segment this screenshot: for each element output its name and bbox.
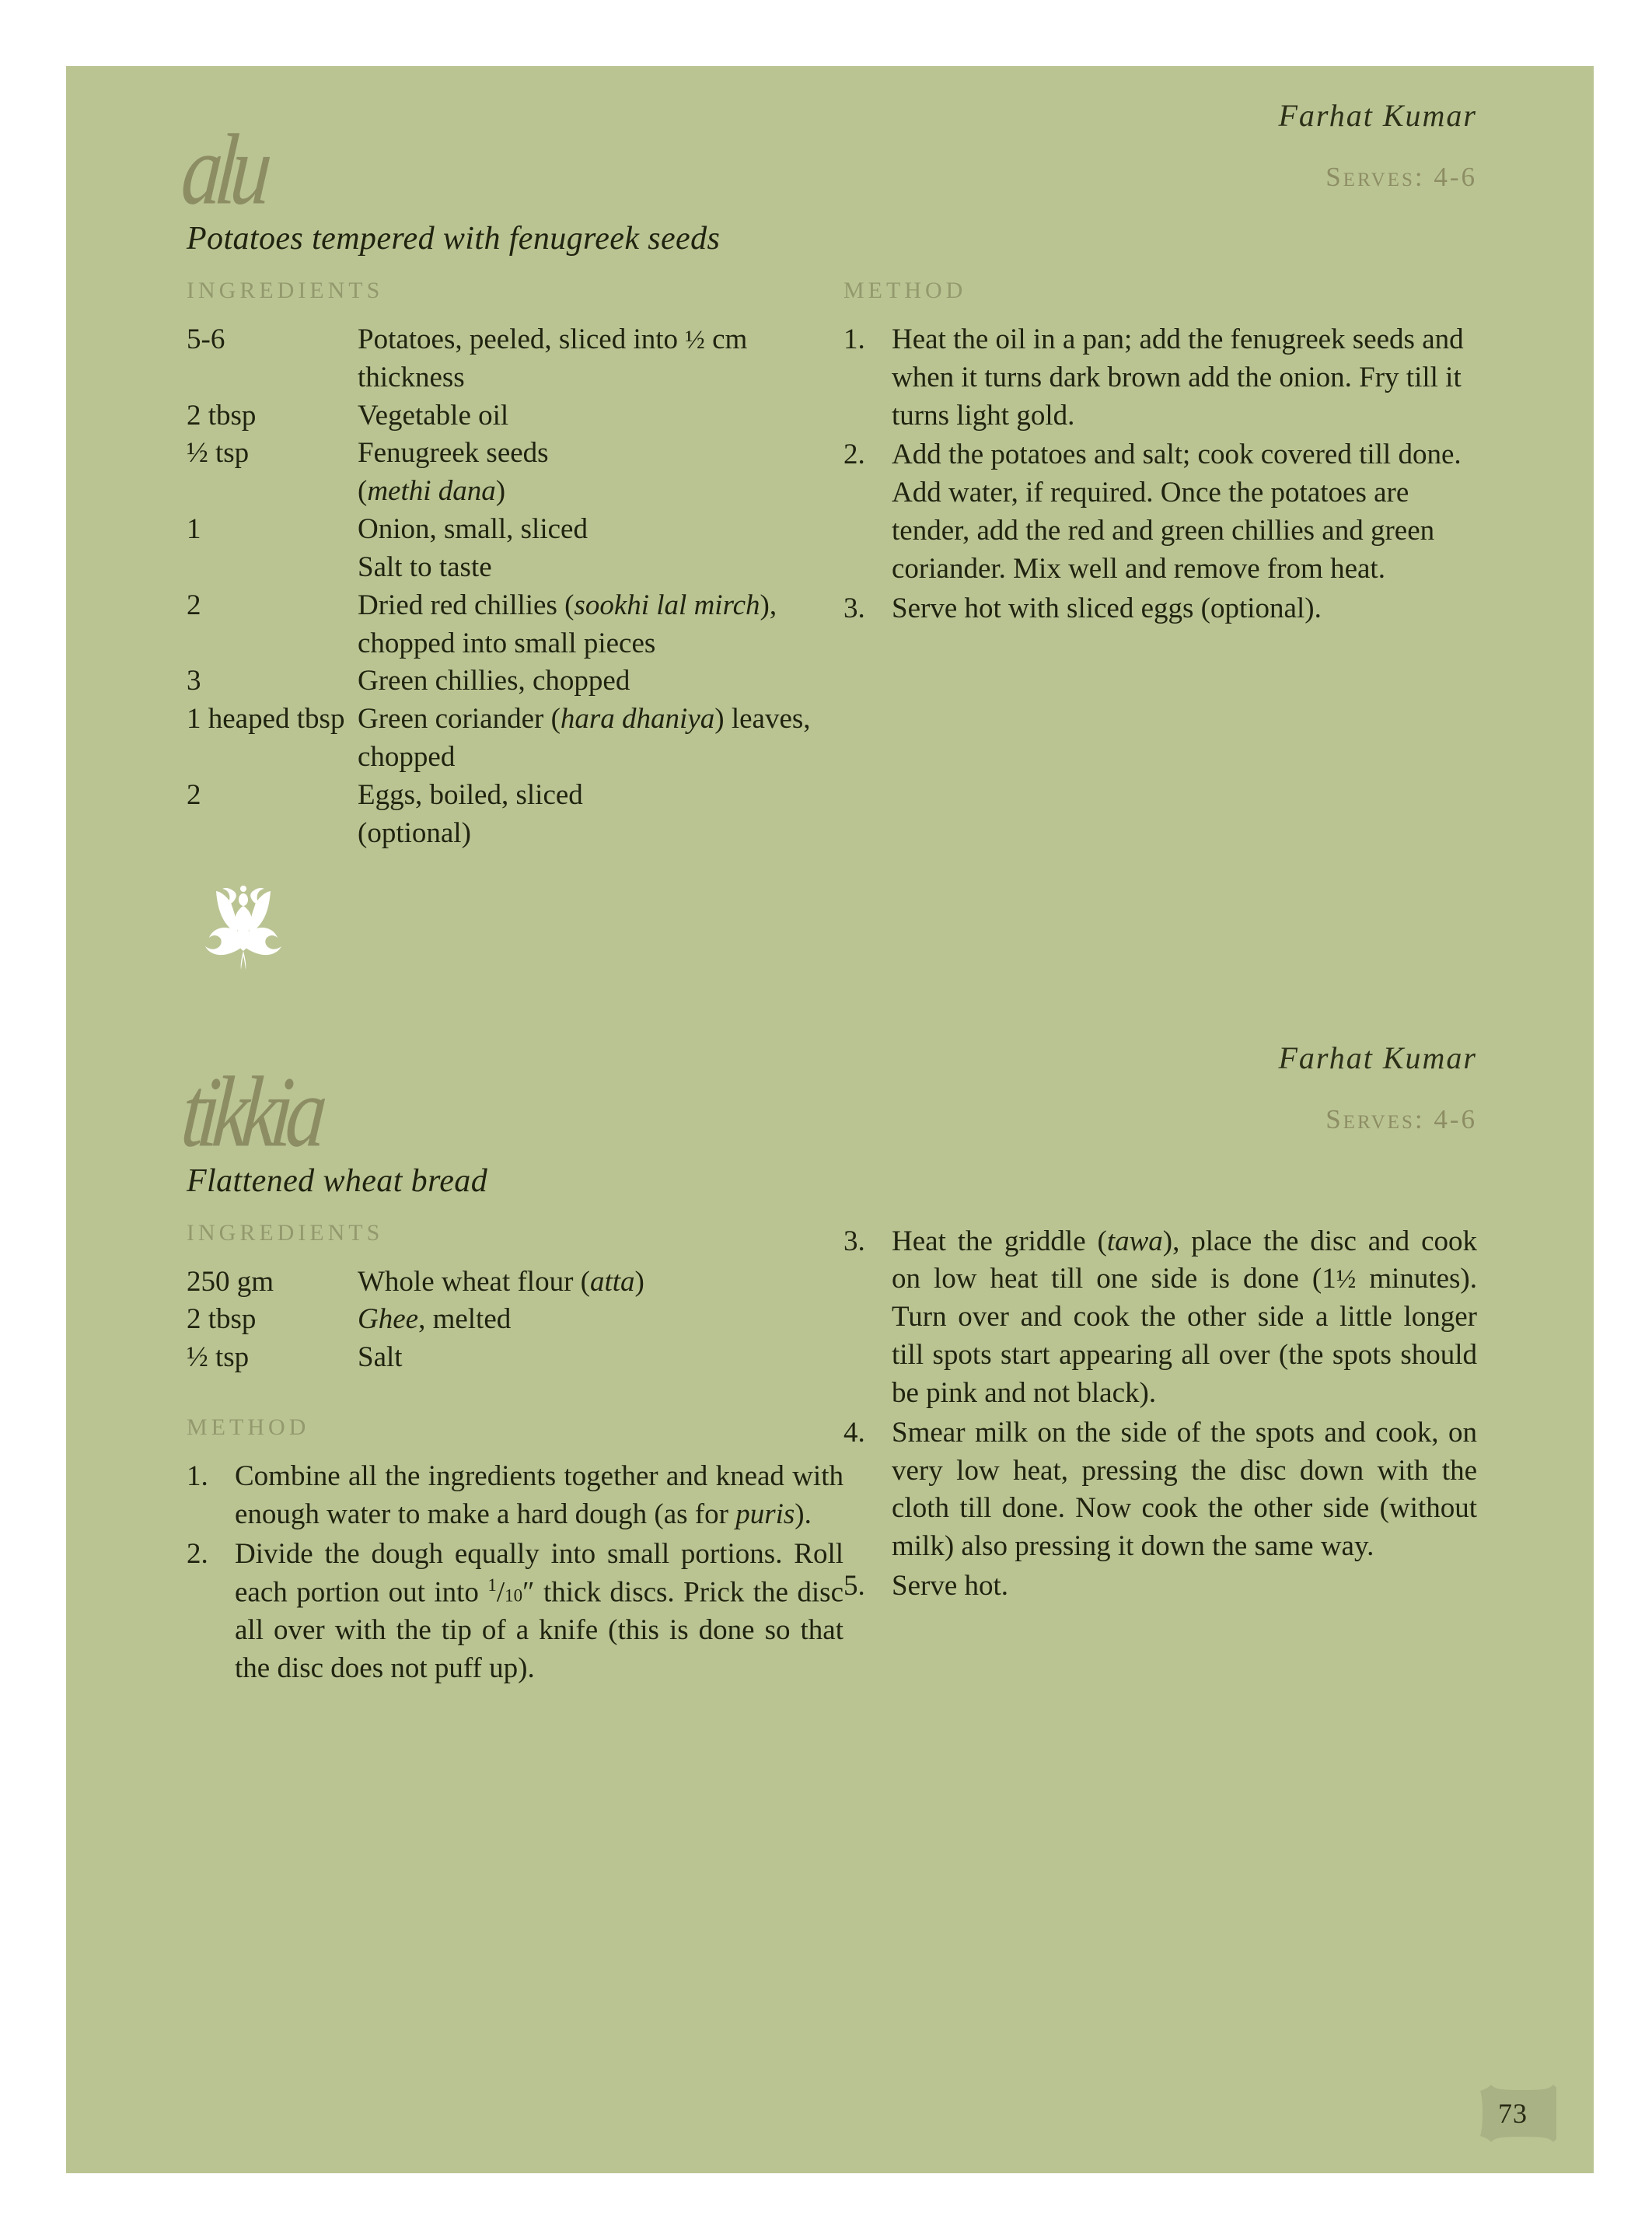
method-step-text: Smear milk on the side of the spots and cook, on very low heat, pressing the disc down with the cloth till done. Now cook the other side (without milk) also pressing it down the same way.	[892, 1416, 1477, 1563]
method-step	[843, 1568, 1477, 1606]
ingredient-row	[187, 435, 843, 511]
method-column-continued	[843, 1220, 1477, 1690]
method-step-number: 3.	[843, 1225, 865, 1257]
ingredient-desc: Dried red chillies (sookhi lal mirch), chopped into small pieces	[358, 589, 777, 659]
ingredient-qty: 2 tbsp	[187, 399, 257, 432]
method-step-number: 4.	[843, 1416, 865, 1449]
ingredients-and-method-column	[187, 1220, 843, 1690]
method-step-text: Divide the dough equally into small portions. Roll each portion out into $^1$/10″ thick discs. Prick the disc all over with the tip of a knife (this is done so that the disc does not puff up).	[235, 1537, 843, 1684]
ingredient-desc: Green coriander (hara dhaniya) leaves, chopped	[358, 703, 811, 774]
method-step	[843, 1223, 1477, 1413]
ingredient-row	[187, 1301, 843, 1339]
ingredient-qty: 2	[187, 778, 201, 811]
ingredient-desc: Salt to taste	[358, 551, 492, 583]
recipe-byline: Farhat Kumar	[1278, 98, 1477, 133]
ingredient-qty: 1	[187, 513, 201, 546]
method-step-number: 5.	[843, 1570, 865, 1603]
method-step	[843, 1414, 1477, 1566]
ingredient-qty: 2 tbsp	[187, 1303, 257, 1336]
ingredient-row	[187, 321, 843, 397]
serves-label: Serves: 4-6	[1325, 1103, 1477, 1134]
method-step-number: 2.	[843, 439, 865, 471]
ingredient-qty: 5-6	[187, 323, 225, 355]
page-content	[177, 97, 1477, 1689]
method-step-number: 3.	[843, 592, 865, 624]
ingredient-desc: Eggs, boiled, sliced (optional)	[358, 778, 583, 849]
recipe-byline: Farhat Kumar	[1278, 1040, 1477, 1075]
method-heading: METHOD	[187, 1414, 310, 1441]
recipe-title: alu	[177, 114, 270, 226]
cookbook-page	[66, 66, 1594, 2173]
ingredient-row	[187, 587, 843, 663]
method-step	[187, 1458, 843, 1534]
recipe-title: tikkia	[177, 1056, 325, 1168]
ingredients-column	[187, 278, 843, 853]
recipe-columns	[187, 278, 1477, 853]
method-step-number: 2.	[187, 1537, 208, 1570]
method-step-text: Serve hot with sliced eggs (optional).	[892, 592, 1322, 624]
ingredient-qty: ½ tsp	[187, 1341, 250, 1374]
method-step-text: Combine all the ingredients together and knead with enough water to make a hard dough (as for puris).	[235, 1460, 843, 1530]
ingredient-qty: 2	[187, 589, 201, 621]
ingredients-heading: INGREDIENTS	[187, 1219, 384, 1246]
recipe-columns	[187, 1220, 1477, 1690]
method-step-number: 1.	[187, 1460, 208, 1493]
ingredient-desc: Fenugreek seeds (methi dana)	[358, 437, 549, 508]
ingredient-row	[187, 662, 843, 701]
method-step	[843, 321, 1477, 435]
ingredient-row	[187, 701, 843, 777]
ingredients-heading: INGREDIENTS	[187, 278, 384, 303]
recipe-subtitle: Potatoes tempered with fenugreek seeds	[187, 221, 721, 257]
ingredient-desc: Green chillies, chopped	[358, 665, 630, 697]
ingredient-desc: Ghee, melted	[358, 1303, 512, 1336]
ingredient-desc: Onion, small, sliced	[358, 513, 588, 546]
method-step-text: Serve hot.	[892, 1570, 1009, 1603]
method-step-text: Add the potatoes and salt; cook covered till done. Add water, if required. Once the potatoes are tender, add the red and green chillies and green coriander. Mix well and remove from heat.	[892, 439, 1462, 585]
ingredient-row	[187, 777, 843, 853]
ingredient-row	[187, 549, 843, 587]
method-step	[187, 1536, 843, 1688]
ingredient-qty: ½ tsp	[187, 437, 250, 470]
section-divider	[187, 853, 1477, 1040]
method-step-text: Heat the oil in a pan; add the fenugreek seeds and when it turns dark brown add the onion. Fry till it turns light gold.	[892, 323, 1464, 432]
ingredient-row	[187, 511, 843, 549]
method-column	[843, 278, 1477, 853]
recipe-alu	[177, 97, 1477, 853]
serves-label: Serves: 4-6	[1325, 162, 1477, 192]
ingredient-desc: Whole wheat flour (atta)	[358, 1265, 644, 1298]
page-number-badge	[1469, 2083, 1556, 2144]
ingredient-row	[187, 1264, 843, 1302]
ingredient-qty: 1 heaped tbsp	[187, 703, 345, 736]
method-step	[843, 436, 1477, 588]
ingredient-qty: 250 gm	[187, 1265, 274, 1298]
method-step-number: 1.	[843, 323, 865, 355]
floral-ornament-icon	[193, 876, 294, 977]
ingredient-qty: 3	[187, 665, 201, 697]
method-step-text: Heat the griddle (tawa), place the disc and cook on low heat till one side is done (1½ minutes). Turn over and cook the other side a little longer till spots start appearing all over (the spots should be pink and not black).	[892, 1225, 1477, 1409]
ingredient-desc: Vegetable oil	[358, 399, 509, 432]
ingredient-desc: Salt	[358, 1341, 403, 1374]
recipe-tikkia	[177, 1040, 1477, 1690]
method-step	[843, 590, 1477, 628]
ingredient-row	[187, 397, 843, 435]
method-heading: METHOD	[843, 278, 967, 303]
page-number: 73	[1498, 2098, 1528, 2129]
recipe-subtitle: Flattened wheat bread	[187, 1162, 488, 1199]
ingredient-row	[187, 1339, 843, 1377]
ingredient-desc: Potatoes, peeled, sliced into ½ cm thickness	[358, 323, 748, 393]
